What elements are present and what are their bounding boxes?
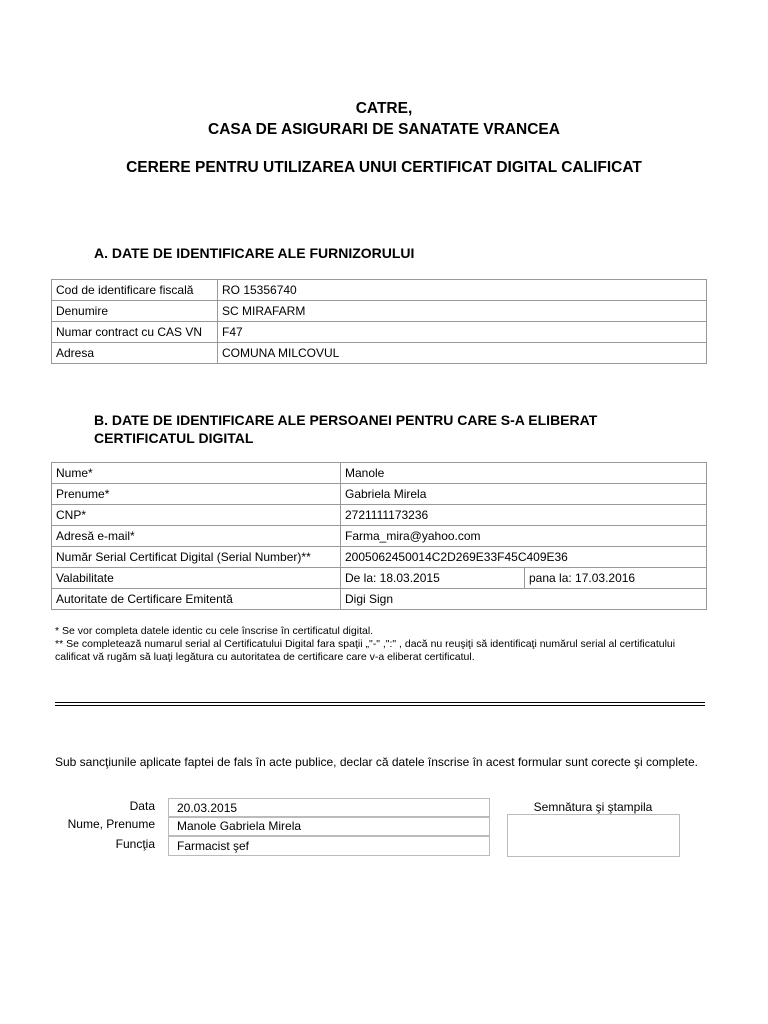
supplier-label: Numar contract cu CAS VN [52,322,218,343]
table-row [52,568,707,589]
section-b-heading-line2: CERTIFICATUL DIGITAL [94,430,254,446]
person-label: Prenume* [52,484,341,505]
person-value: 2721111173236 [341,505,707,526]
supplier-value: SC MIRAFARM [218,301,707,322]
name-label: Nume, Prenume [67,817,155,831]
supplier-value: F47 [218,322,707,343]
footnote-1: * Se vor completa datele identic cu cele înscrise în certificatul digital. [55,625,374,637]
supplier-label: Adresa [52,343,218,364]
divider-line-top [55,702,705,703]
function-label: Funcţia [115,837,155,851]
person-value: Manole [341,463,707,484]
document-title: CERERE PENTRU UTILIZAREA UNUI CERTIFICAT DIGITAL CALIFICAT [126,159,642,176]
table-row [52,505,707,526]
validity-from: De la: 18.03.2015 [341,568,525,589]
person-value: Farma_mira@yahoo.com [341,526,707,547]
declaration-text: Sub sancţiunile aplicate faptei de fals în acte publice, declar că datele înscrise în acest formular sunt corecte şi complete. [55,755,699,769]
supplier-value: RO 15356740 [218,280,707,301]
function-field[interactable]: Farmacist şef [168,836,490,856]
divider-line-bottom [55,705,705,706]
table-row [52,301,707,322]
table-row [52,526,707,547]
person-table [51,462,707,610]
footnote-2: ** Se completează numarul serial al Certificatului Digital fara spaţii „"-" ,":" , dacă nu reuşiţi să identificaţi numărul serial al certificatului calificat vă rugăm să luaţi legătura cu autoritatea de certificare care v-a eliberat certificatul. [55,638,676,663]
person-value: 2005062450014C2D269E33F45C409E36 [341,547,707,568]
institution-name: CASA DE ASIGURARI DE SANATATE VRANCEA [208,121,560,138]
footnotes [55,625,705,664]
table-row [52,280,707,301]
signature-stamp-box[interactable] [507,814,680,857]
authority-value: Digi Sign [341,589,707,610]
person-value: Gabriela Mirela [341,484,707,505]
section-b-heading-line1: B. DATE DE IDENTIFICARE ALE PERSOANEI PENTRU CARE S-A ELIBERAT [94,412,598,428]
validity-to: pana la: 17.03.2016 [525,568,707,589]
addressee-line: CATRE, [355,100,413,117]
signature-stamp-label: Semnătura şi ştampila [533,800,653,814]
table-row [52,463,707,484]
date-field[interactable]: 20.03.2015 [168,798,490,818]
authority-label: Autoritate de Certificare Emitentă [52,589,341,610]
table-row [52,589,707,610]
person-label: Număr Serial Certificat Digital (Serial Number)** [52,547,341,568]
section-a-heading: A. DATE DE IDENTIFICARE ALE FURNIZORULUI [94,245,415,261]
table-row [52,547,707,568]
section-b-heading [94,411,597,447]
table-row [52,343,707,364]
person-label: CNP* [52,505,341,526]
supplier-label: Cod de identificare fiscală [52,280,218,301]
supplier-label: Denumire [52,301,218,322]
person-label: Adresă e-mail* [52,526,341,547]
table-row [52,484,707,505]
supplier-table [51,279,707,364]
person-label: Nume* [52,463,341,484]
name-field[interactable]: Manole Gabriela Mirela [168,816,490,836]
validity-label: Valabilitate [52,568,341,589]
table-row [52,322,707,343]
date-label: Data [129,799,155,813]
supplier-value: COMUNA MILCOVUL [218,343,707,364]
